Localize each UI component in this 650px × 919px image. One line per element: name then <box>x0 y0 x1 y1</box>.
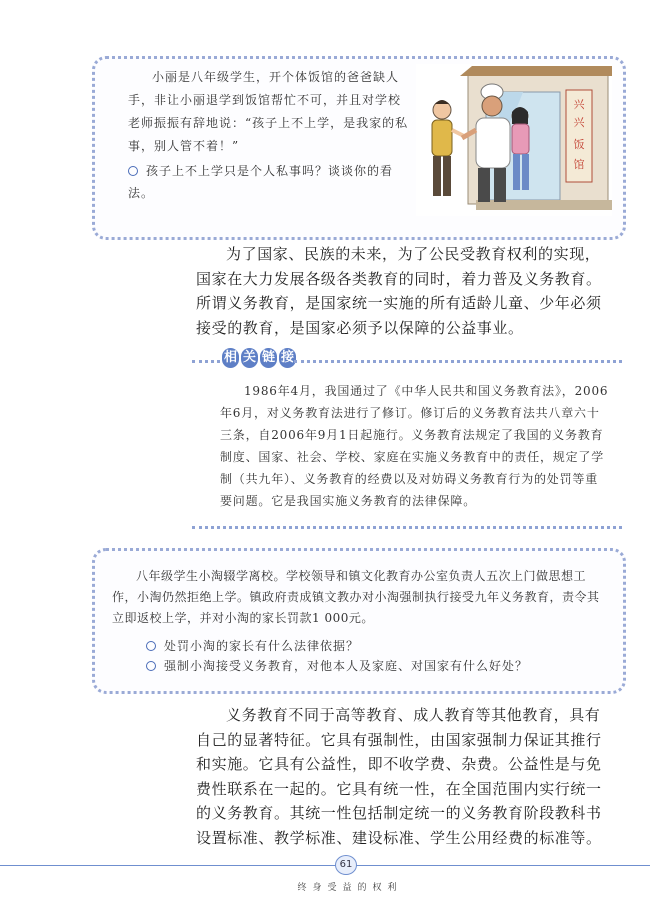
case2-question-1-text: 处罚小淘的家长有什么法律依据？ <box>164 639 360 653</box>
body-paragraph-2: 义务教育不同于高等教育、成人教育等其他教育，具有自己的显著特征。它具有强制性，由国家强制力保证其推行和实施。它具有公益性，即不收学费、杂费。公益性是与免费性联系在一起的。它具有统一性，在全国范围内实行统一的义务教育。其统一性包括制定统一的义务教育阶段教科书设置标准、教学标准、建设标准、学生公用经费的标准等。 <box>196 706 602 847</box>
related-title-char: 相 <box>222 348 239 368</box>
dotted-divider <box>294 360 622 363</box>
dotted-divider <box>192 360 220 363</box>
related-link-section <box>192 346 622 532</box>
case1-question <box>128 160 410 204</box>
body-paragraph-1: 为了国家、民族的未来，为了公民受教育权利的实现，国家在大力发展各级各类教育的同时，着力普及义务教育。所谓义务教育，是国家统一实施的所有适龄儿童、少年必须接受的教育，是国家必须予以保障的公益事业。 <box>196 245 602 337</box>
illustration-restaurant-scene <box>416 64 612 216</box>
sign-char-2: 兴 <box>573 116 585 129</box>
circle-bullet-icon <box>146 661 156 671</box>
restaurant-scene-image <box>416 64 612 216</box>
related-text: 1986年4月，我国通过了《中华人民共和国义务教育法》，2006年6月，对义务教育法进行了修订。修订后的义务教育法共八章六十三条，自2006年9月1日起施行。义务教育法规定了我国的义务教育制度、国家、社会、学校、家庭在实施义务教育中的责任，规定了学制（共九年）、义务教育的经费以及对妨碍义务教育行为的处罚等重要问题。它是我国实施义务教育的法律保障。 <box>220 384 609 508</box>
related-title-char: 关 <box>241 348 258 368</box>
related-title-char: 链 <box>260 348 277 368</box>
related-title-char: 接 <box>279 348 296 368</box>
footer-rule <box>0 865 650 866</box>
circle-bullet-icon <box>128 166 138 176</box>
page-number: 61 <box>335 855 357 875</box>
case1-question-text: 孩子上不上学只是个人私事吗？谈谈你的看法。 <box>128 164 394 200</box>
case2-question-1 <box>146 635 606 657</box>
case1-story: 小丽是八年级学生，开个体饭馆的爸爸缺人手，非让小丽退学到饭馆帮忙不可，并且对学校老师振振有辞地说：“孩子上不上学，是我家的私事，别人管不着！” <box>128 70 409 153</box>
case2-question-2 <box>146 655 606 677</box>
footer-title: 终身受益的权利 <box>297 883 403 893</box>
related-title <box>222 348 296 368</box>
sign-char-1: 兴 <box>573 98 585 111</box>
case2-story: 八年级学生小淘辍学离校。学校领导和镇文化教育办公室负责人五次上门做思想工作，小淘仍然拒绝上学。镇政府责成镇文教办对小淘强制执行接受九年义务教育，责令其立即返校上学，并对小淘的家长罚款1 000元。 <box>112 569 600 625</box>
dotted-divider <box>192 526 622 529</box>
circle-bullet-icon <box>146 641 156 651</box>
sign-char-4: 馆 <box>573 158 585 171</box>
case2-question-2-text: 强制小淘接受义务教育，对他本人及家庭、对国家有什么好处？ <box>164 659 529 673</box>
sign-char-3: 饭 <box>573 138 585 151</box>
